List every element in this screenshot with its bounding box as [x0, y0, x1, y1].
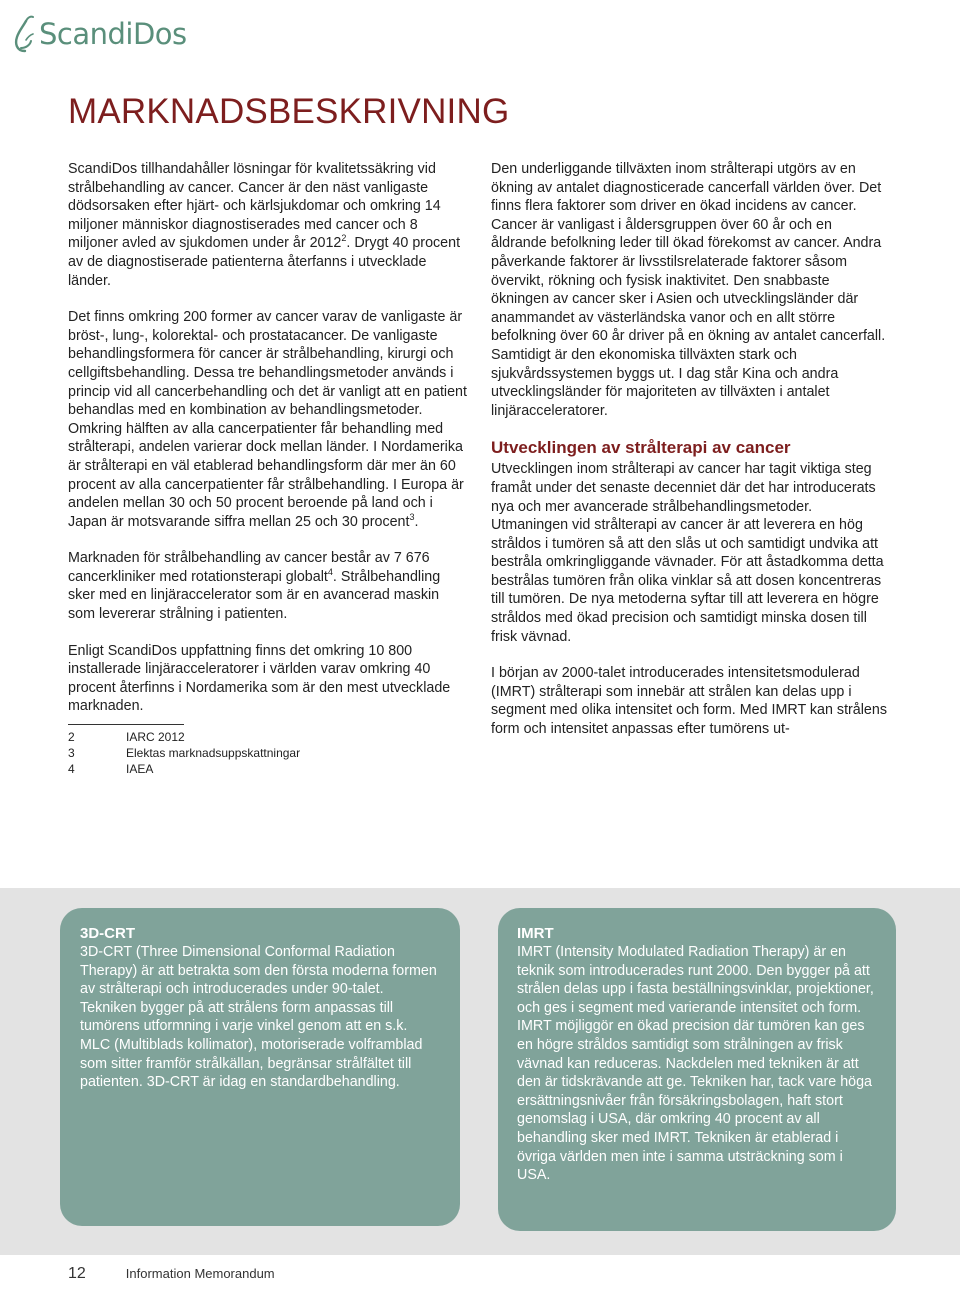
brand-name: ScandiDos: [39, 17, 187, 51]
right-column: [491, 160, 891, 757]
right-paragraph-3: I början av 2000-talet introducerades intensitetsmodulerad (IMRT) strålterapi som innebär att strålen kan delas upp i segment med olika intensitet och form. Med IMRT kan strålens form och intensitet anpassas efter tumörens ut-: [491, 665, 887, 738]
scandidos-logo-icon: [14, 15, 36, 53]
info-box-imrt: [498, 908, 896, 1231]
left-column: [68, 160, 468, 734]
page-heading: MARKNADSBESKRIVNING: [68, 92, 510, 131]
info-box-body: 3D-CRT (Three Dimensional Conformal Radiation Therapy) är att betrakta som den första moderna formen av strålterapi och introducerades under 90-talet. Tekniken bygger på att strålens form anpassas till tumörens utformning i varje vinkel genom att en s.k. MLC (Multiblads kollimator), motoriserade volframblad som sitter framför strålkällan, begränsar strålfältet till patienten. 3D-CRT är idag en standardbehandling.: [80, 944, 437, 1091]
footnote: 2 IARC 2012: [68, 730, 185, 744]
section-subheading: Utvecklingen av strålterapi av cancer: [491, 438, 791, 458]
left-paragraph-3: Marknaden för strålbehandling av cancer består av 7 676 cancerkliniker med rotationsterapi globalt$^4$. Strålbehandling sker med en linjäraccelerator som är en avancerad maskin som levererar strålning i patienten.: [68, 550, 441, 623]
page-footer: [68, 1265, 275, 1283]
info-box-3d-crt: [60, 908, 460, 1226]
footnote-divider: [68, 724, 184, 725]
document-title: Information Memorandum: [125, 1266, 275, 1281]
info-box-body: IMRT (Intensity Modulated Radiation Therapy) är en teknik som introducerades runt 2000. Den bygger på att strålen delas upp i fasta beställningsvinklar, projektioner, och ges i segment med varierande intensitet och form. IMRT möjliggör en ökad precision där tumören kan ges en högre stråldos samtidigt som strålningen av frisk vävnad kan reduceras. Nackdelen med tekniken är att den är tidskrävande att ge. Tekniken har, tack vare höga ersättningsnivåer från försäkringsbolagen, haft stort genomslag i USA, där omkring 40 procent av all behandling sker med IMRT. Tekniken är etablerad i övriga världen men inte i samma utsträckning som i USA.: [517, 944, 874, 1184]
right-paragraph-2: Utvecklingen inom strålterapi av cancer har tagit viktiga steg framåt under det senaste decenniet där det har introducerats nya och mer avancerade strålbehandlingsmetoder. Utmaningen vid strålterapi av cancer är att leverera en hög stråldos i tumören så att den slås ut och samtidigt undvika att bestråla omkringliggande vävnader. För att åstadkomma detta bestrålas tumören från olika vinklar så att dosen koncentreras till tumören. De nya metoderna syftar till att leverera en högre stråldos med ökad precision och samtidigt minska dosen till frisk vävnad.: [491, 461, 884, 645]
left-paragraph-1: ScandiDos tillhandahåller lösningar för kvalitetssäkring vid strålbehandling av cancer. Cancer är den näst vanligaste dödsorsaken efter hjärt- och kärlsjukdomar och omkring 14 miljoner människor diagnostiserades med cancer och 8 miljoner avled av sjukdomen under år 2012$^2$. Drygt 40 procent av de diagnostiserade patienterna återfanns i utvecklade länder.: [68, 161, 461, 289]
right-paragraph-1: Den underliggande tillväxten inom strålterapi utgörs av en ökning av antalet diagnosticerade cancerfall världen över. Det finns flera faktorer som driver en ökad incidens av cancer. Cancer är vanligast i åldersgruppen över 60 år och en åldrande befolkning leder till ökad förekomst av cancer. Andra påverkande faktorer är livsstilsrelaterade faktorer såsom övervikt, rökning och fysisk inaktivitet. Den snabbaste ökningen av cancer sker i Asien och utvecklingsländer där anammandet av västerländska vanor och en allt större befolkning över 60 år driver på en ökning av antalet cancerfall. Samtidigt är den ekonomiska tillväxten stark och sjukvårdssystemen byggs ut. I dag står Kina och andra utvecklingsländer för majoriteten av tillväxten i antalet linjäracceleratorer.: [491, 161, 886, 419]
info-box-title: 3D-CRT: [80, 925, 135, 942]
left-paragraph-4: Enligt ScandiDos uppfattning finns det omkring 10 800 installerade linjäracceleratorer i världen varav omkring 40 procent återfinns i Nordamerika som är den mest utvecklade marknaden.: [68, 642, 451, 715]
page-number: 12: [68, 1265, 86, 1282]
footnotes: [68, 729, 300, 777]
left-paragraph-2: Det finns omkring 200 former av cancer varav de vanligaste är bröst-, lung-, kolorektal- och prostatacancer. De vanligaste behandlingsformera för cancer är strålbehandling, kirurgi och cellgiftsbehandling. Dessa tre behandlingsmetoder används i princip vid all cancerbehandling och det är vanligt att en patient behandlas med en kombination av behandlingsmetoder. Omkring hälften av alla cancerpatienter får behandling med strålterapi, andelen varierar dock mellan länder. I Nordamerika är strålterapi en väl etablerad behandlingsform där mer än 60 procent av alla cancerpatienter får strålbehandling. I Europa är andelen mellan 30 och 50 procent beroende på land och i Japan är motsvarande siffra mellan 25 och 30 procent$^3$.: [68, 309, 467, 530]
info-box-title: IMRT: [517, 925, 554, 942]
footnote: 3 Elektas marknadsuppskattningar: [68, 746, 301, 760]
scandidos-logo: [14, 14, 187, 54]
footnote: 4 IAEA: [68, 762, 154, 776]
